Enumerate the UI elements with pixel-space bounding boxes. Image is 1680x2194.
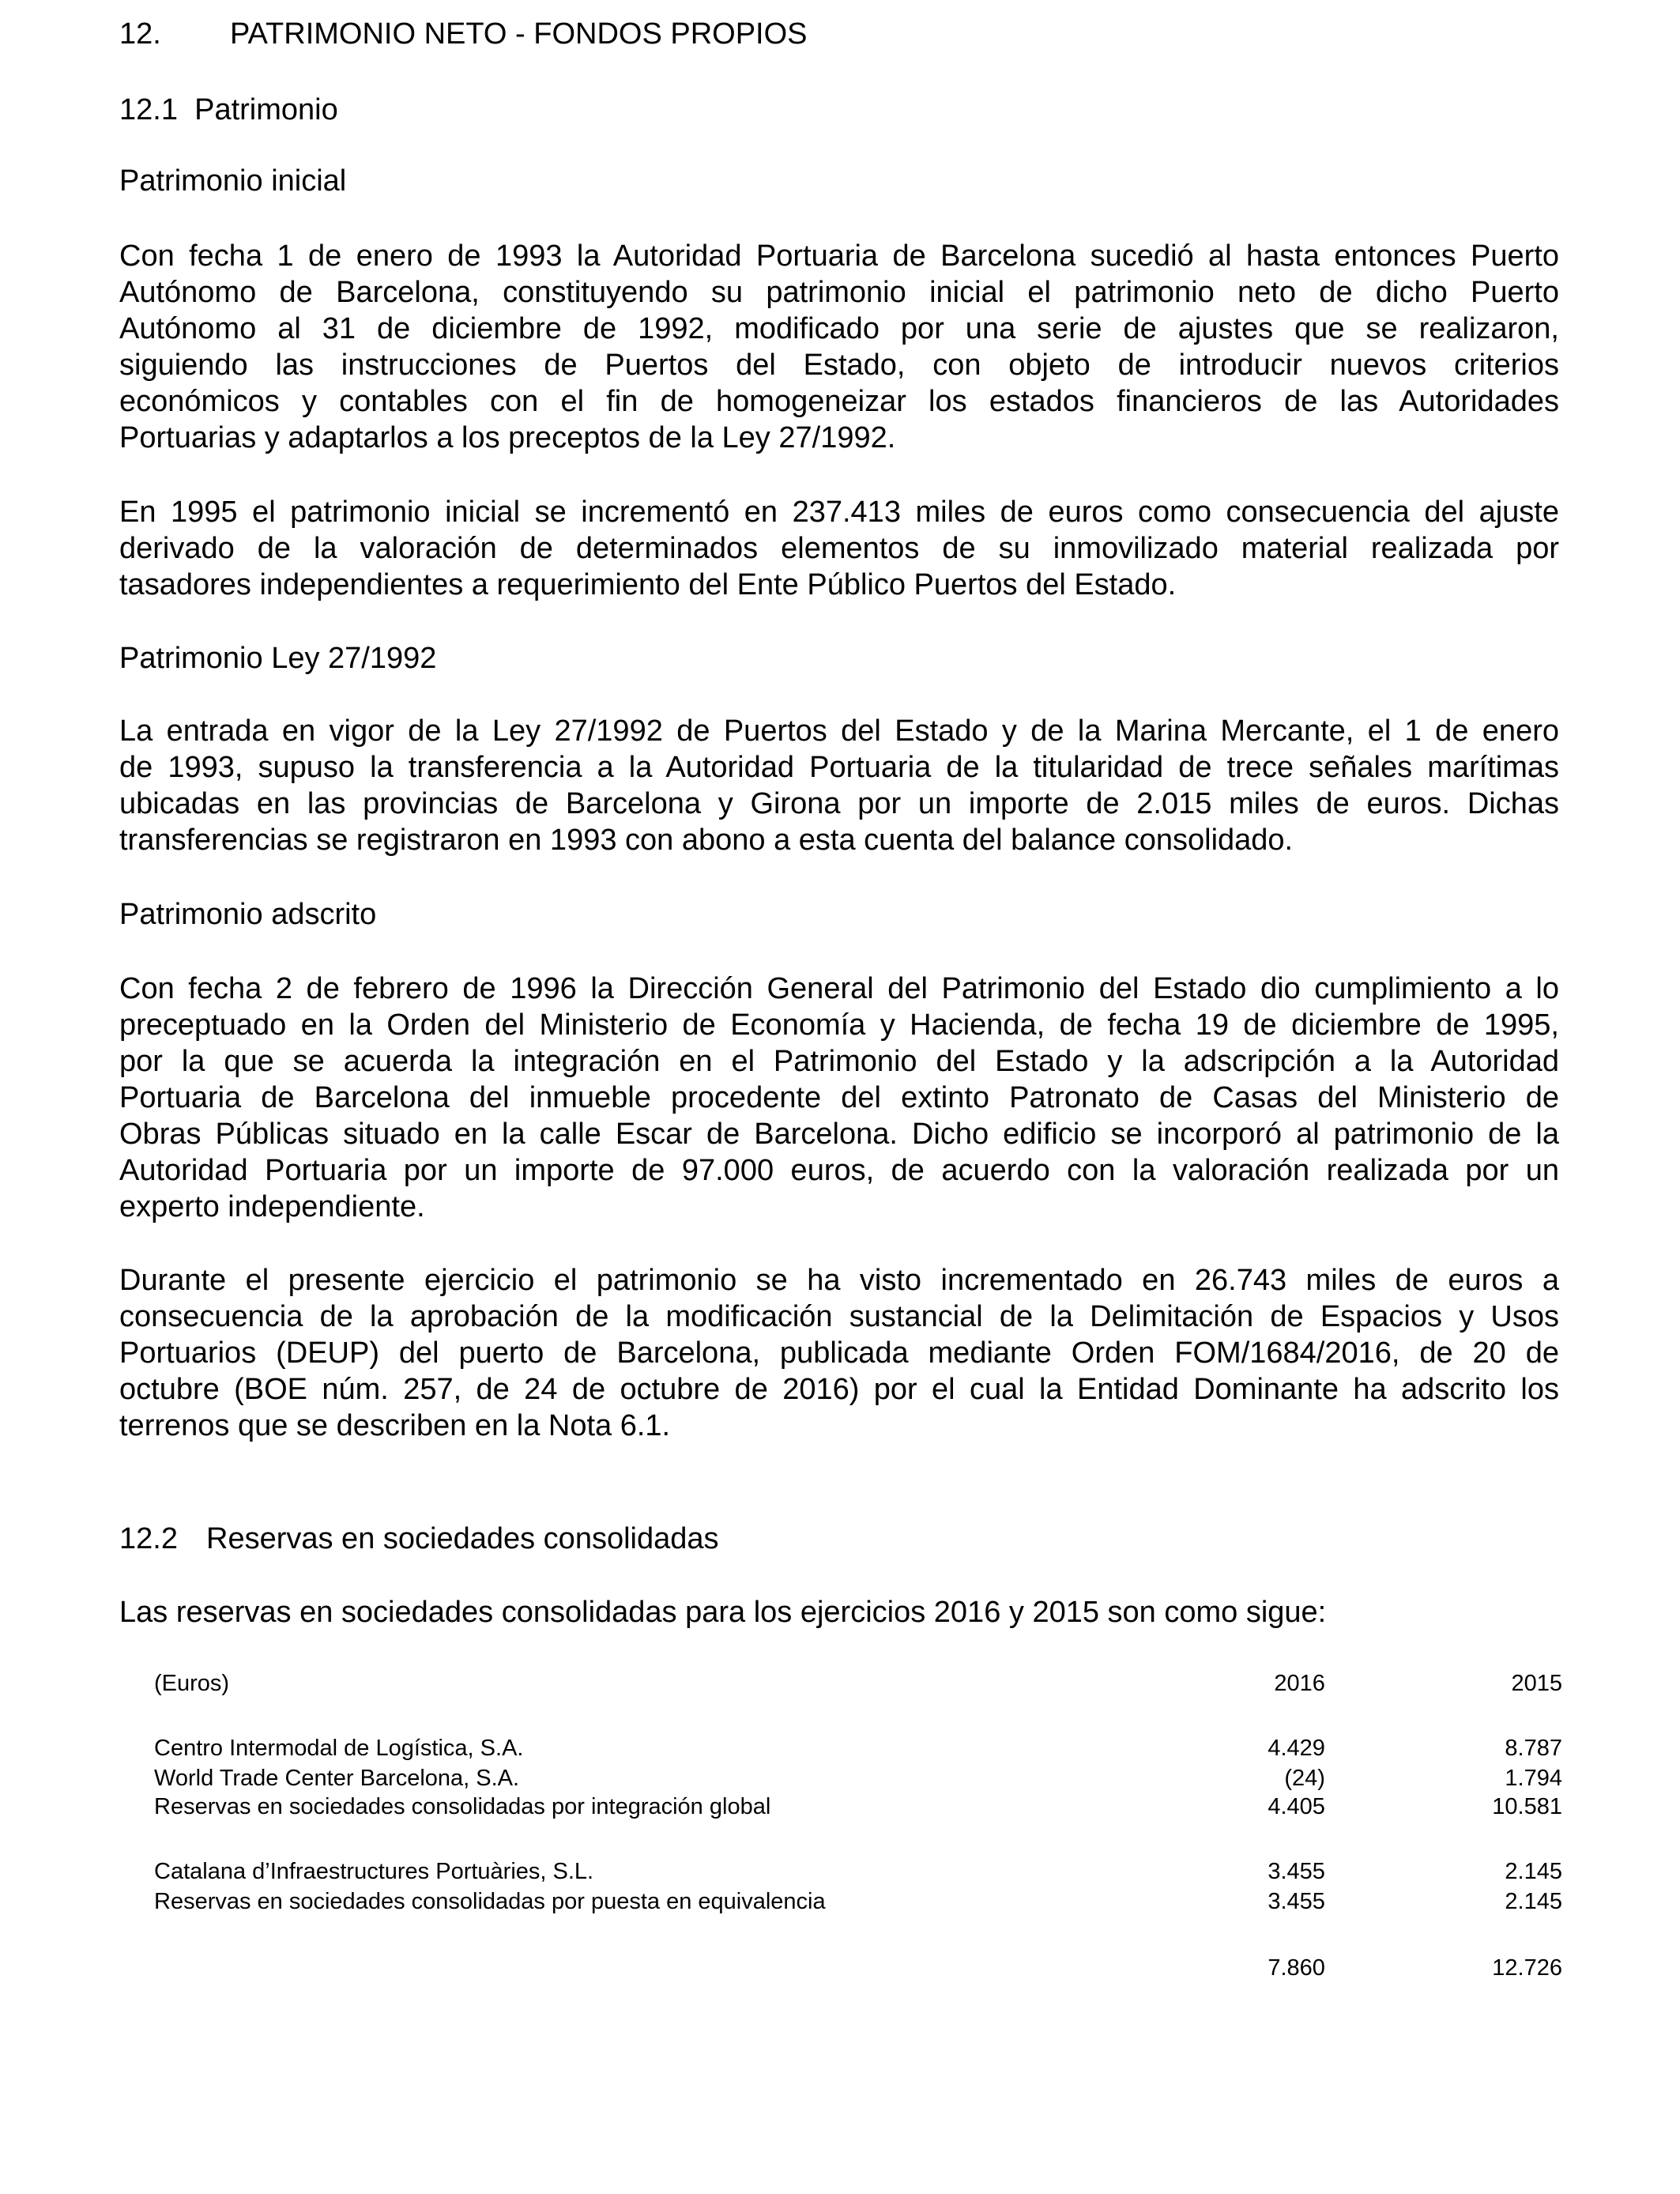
- row-value-2015: 10.581: [1492, 1794, 1562, 1819]
- text-line: Portuarias y adaptarlos a los preceptos de la Ley 27/1992.: [119, 421, 896, 454]
- text-line: terrenos que se describen en la Nota 6.1.: [119, 1409, 671, 1442]
- text-line: Portuarios (DEUP) del puerto de Barcelona, publicada mediante Orden FOM/1684/2016, de 20 de: [119, 1336, 1559, 1370]
- text-line: Con fecha 2 de febrero de 1996 la Dirección General del Patrimonio del Estado dio cumplimiento a lo: [119, 972, 1559, 1005]
- text-line: Durante el presente ejercicio el patrimonio se ha visto incrementado en 26.743 miles de euros a: [119, 1264, 1559, 1297]
- text-line: tasadores independientes a requerimiento del Ente Público Puertos del Estado.: [119, 568, 1177, 601]
- table-total-row: [154, 1952, 1562, 1984]
- paragraph-patrimonio-adscrito-2: [119, 1262, 1559, 1444]
- row-label: Reservas en sociedades consolidadas por integración global: [154, 1794, 771, 1819]
- row-value-2015: 8.787: [1505, 1736, 1562, 1761]
- header-2015: 2015: [1511, 1671, 1562, 1696]
- table-intro: Las reservas en sociedades consolidadas para los ejercicios 2016 y 2015 son como sigue:: [119, 1596, 1327, 1629]
- text-line: derivado de la valoración de determinados elementos de su inmovilizado material realizada por: [119, 532, 1559, 565]
- subsection-title: Reservas en sociedades consolidadas: [206, 1522, 719, 1555]
- row-label: Centro Intermodal de Logística, S.A.: [154, 1736, 524, 1761]
- subsection-heading-12-1: [119, 92, 338, 128]
- negative-value: (24): [1284, 1766, 1325, 1791]
- text-line: ubicadas en las provincias de Barcelona y Girona por un importe de 2.015 miles de euros. Dichas: [119, 787, 1559, 820]
- subsection-number: 12.1: [119, 93, 178, 126]
- text-line: Autónomo de Barcelona, constituyendo su patrimonio inicial el patrimonio neto de dicho Puerto: [119, 276, 1559, 309]
- row-value-2016: 4.429: [1268, 1736, 1325, 1761]
- row-label: World Trade Center Barcelona, S.A.: [154, 1766, 520, 1791]
- text-line: preceptuado en la Orden del Ministerio de Economía y Hacienda, de fecha 19 de diciembre de 1995,: [119, 1008, 1559, 1042]
- row-value-2016: 3.455: [1268, 1889, 1325, 1914]
- reserves-table: [154, 1668, 1562, 1984]
- total-2015: 12.726: [1492, 1955, 1562, 1981]
- section-number: 12.: [119, 17, 161, 51]
- text-line: siguiendo las instrucciones de Puertos del Estado, con objeto de introducir nuevos criterios: [119, 349, 1559, 382]
- text-line: Portuaria de Barcelona del inmueble procedente del extinto Patronato de Casas del Ministerio de: [119, 1081, 1559, 1114]
- table-subtotal-row: [154, 1887, 1562, 1916]
- text-line: Autoridad Portuaria por un importe de 97.000 euros, de acuerdo con la valoración realizada por un: [119, 1154, 1559, 1187]
- text-line: La entrada en vigor de la Ley 27/1992 de Puertos del Estado y de la Marina Mercante, el 1 de enero: [119, 714, 1559, 748]
- table-row: [154, 1732, 1562, 1764]
- table-subtotal-row: [154, 1793, 1562, 1821]
- text-line: octubre (BOE núm. 257, de 24 de octubre de 2016) por el cual la Entidad Dominante ha adscrito los: [119, 1373, 1559, 1406]
- table-row: [154, 1764, 1562, 1793]
- heading-patrimonio-inicial: Patrimonio inicial: [119, 164, 347, 198]
- paragraph-patrimonio-adscrito-1: [119, 971, 1559, 1225]
- row-value-2015: 2.145: [1505, 1859, 1562, 1884]
- subsection-heading-12-2: [119, 1521, 719, 1557]
- text-line: por la que se acuerda la integración en el Patrimonio del Estado y la adscripción a la Autoridad: [119, 1045, 1559, 1078]
- text-line: transferencias se registraron en 1993 con abono a esta cuenta del balance consolidado.: [119, 824, 1294, 857]
- text-line: En 1995 el patrimonio inicial se incrementó en 237.413 miles de euros como consecuencia del ajuste: [119, 496, 1559, 529]
- row-value-2016: 3.455: [1268, 1859, 1325, 1884]
- table-header-row: [154, 1668, 1562, 1699]
- row-value-2015: 2.145: [1505, 1889, 1562, 1914]
- heading-patrimonio-ley: Patrimonio Ley 27/1992: [119, 642, 437, 675]
- header-units: (Euros): [154, 1671, 230, 1696]
- paragraph-patrimonio-inicial-1: [119, 238, 1559, 456]
- row-value-2016: [1148, 1764, 1325, 1793]
- paragraph-patrimonio-inicial-2: [119, 494, 1559, 603]
- text-line: Con fecha 1 de enero de 1993 la Autoridad Portuaria de Barcelona sucedió al hasta entonces Puerto: [119, 239, 1559, 273]
- row-value-2016: 4.405: [1268, 1794, 1325, 1819]
- text-line: económicos y contables con el fin de homogeneizar los estados financieros de las Autoridades: [119, 385, 1559, 418]
- text-line: consecuencia de la aprobación de la modificación sustancial de la Delimitación de Espacios y Usos: [119, 1300, 1559, 1333]
- text-line: Autónomo al 31 de diciembre de 1992, modificado por una serie de ajustes que se realizaron,: [119, 312, 1559, 345]
- row-value-2015: 1.794: [1505, 1766, 1562, 1791]
- paragraph-patrimonio-ley: [119, 713, 1559, 858]
- row-label: Reservas en sociedades consolidadas por puesta en equivalencia: [154, 1889, 826, 1914]
- header-2016: 2016: [1274, 1671, 1325, 1696]
- text-line: experto independiente.: [119, 1190, 425, 1223]
- heading-patrimonio-adscrito: Patrimonio adscrito: [119, 898, 377, 931]
- table-row: [154, 1856, 1562, 1887]
- row-label: Catalana d’Infraestructures Portuàries, S.L.: [154, 1859, 594, 1884]
- section-title: PATRIMONIO NETO - FONDOS PROPIOS: [230, 17, 808, 51]
- text-line: de 1993, supuso la transferencia a la Autoridad Portuaria de la titularidad de trece señales marítimas: [119, 751, 1559, 784]
- text-line: Obras Públicas situado en la calle Escar de Barcelona. Dicho edificio se incorporó al patrimonio de la: [119, 1118, 1559, 1151]
- total-2016: 7.860: [1268, 1955, 1325, 1981]
- subsection-number: 12.2: [119, 1522, 178, 1555]
- section-heading: [119, 16, 808, 52]
- subsection-title: Patrimonio: [194, 93, 338, 126]
